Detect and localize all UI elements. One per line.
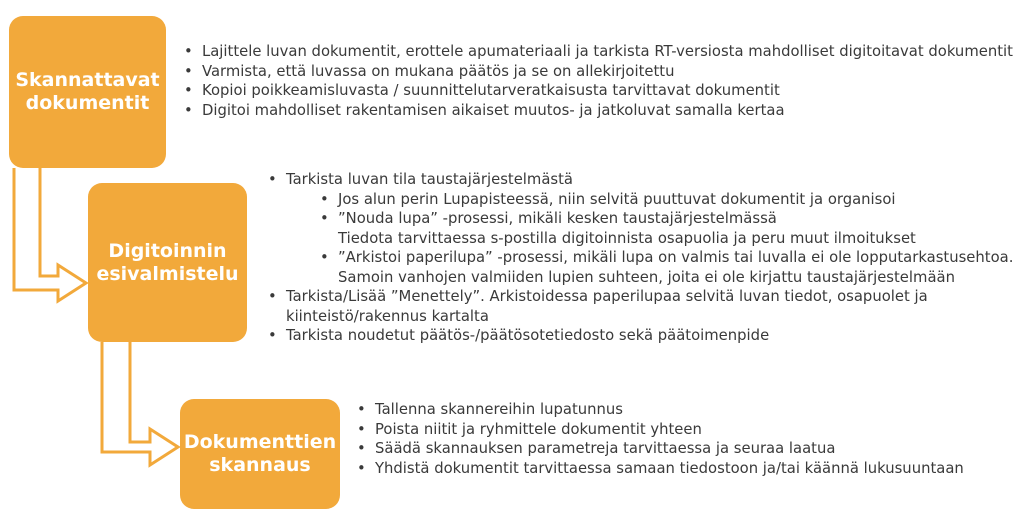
list-item: • Tallenna skannereihin lupatunnus — [353, 400, 1013, 420]
list-item: • Digitoi mahdolliset rakentamisen aikaiset muutos- ja jatkoluvat samalla kertaa — [180, 101, 1020, 121]
list-item: • Poista niitit ja ryhmittele dokumentit yhteen — [353, 420, 1013, 440]
list-item: • Lajittele luvan dokumentit, erottele apumateriaali ja tarkista RT-versiosta mahdolliset digitoitavat dokumentit — [180, 42, 1020, 62]
step-title-line: skannaus — [209, 454, 311, 476]
step-box-digitoinnin-esivalmistelu — [88, 183, 247, 342]
list-item-line: • ”Nouda lupa” -prosessi, mikäli kesken taustajärjestelmässä — [338, 210, 777, 227]
step-box-dokumenttien-skannaus — [180, 399, 340, 509]
step-title-line: Digitoinnin — [108, 239, 227, 262]
step-title-line: dokumentit — [25, 92, 150, 114]
sub-list-item — [264, 209, 1014, 248]
sub-list-item: • ”Arkistoi paperilupa” -prosessi, mikäli lupa on valmis tai luvalla ei ole lopputarkastusehtoa. Samoin vanhojen valmiiden lupien suhteen, joita ei ole kirjattu taustajärjestelmään — [264, 248, 1014, 287]
step-1-checklist — [180, 42, 1020, 120]
list-item: • Varmista, että luvassa on mukana päätös ja se on allekirjoitettu — [180, 62, 1020, 82]
step-3-checklist — [353, 400, 1013, 478]
flow-arrow-icon — [14, 168, 86, 301]
list-item: • Tarkista/Lisää ”Menettely”. Arkistoidessa paperilupaa selvitä luvan tiedot, osapuolet ja kiinteistö/rakennus kartalta — [264, 287, 1014, 326]
step-2-checklist — [264, 170, 1014, 346]
list-item-line: Tiedota tarvittaessa s-postilla digitoinnista osapuolia ja peru muut ilmoitukset — [338, 229, 916, 247]
step-title-line: esivalmistelu — [96, 262, 239, 285]
list-item: • Tarkista luvan tila taustajärjestelmästä — [264, 170, 1014, 190]
list-item: • Säädä skannauksen parametreja tarvittaessa ja seuraa laatua — [353, 439, 1013, 459]
step-title-line: Skannattavat — [15, 69, 160, 91]
flow-arrow-icon — [102, 342, 178, 465]
step-box-skannattavat-dokumentit — [9, 16, 166, 168]
list-item: • Kopioi poikkeamisluvasta / suunnittelutarveratkaisusta tarvittavat dokumentit — [180, 81, 1020, 101]
sub-list-item: • Jos alun perin Lupapisteessä, niin selvitä puuttuvat dokumentit ja organisoi — [264, 190, 1014, 210]
step-title-line: Dokumenttien — [183, 431, 337, 453]
list-item: • Tarkista noudetut päätös-/päätösotetiedosto sekä päätoimenpide — [264, 326, 1014, 346]
list-item: • Yhdistä dokumentit tarvittaessa samaan tiedostoon ja/tai käännä lukusuuntaan — [353, 459, 1013, 479]
